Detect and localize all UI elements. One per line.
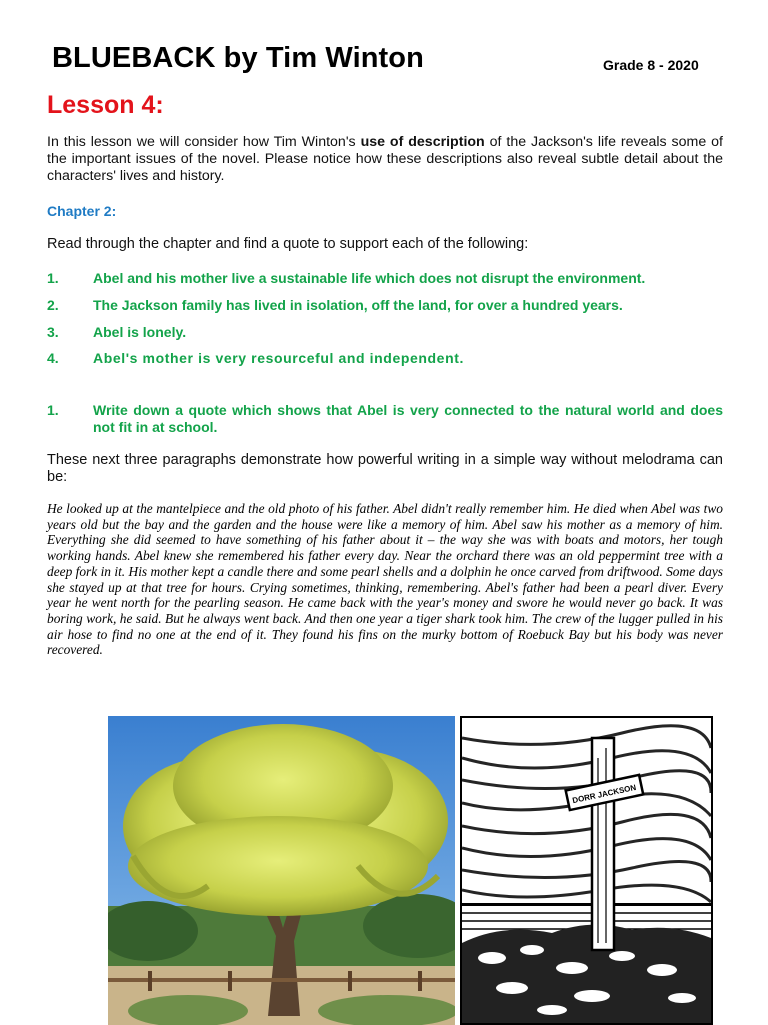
paragraph-intro: These next three paragraphs demonstrate how powerful writing in a simple way without melodrama can be: <box>47 452 723 485</box>
intro-text-end: of the Jackson's life reveals some of the important issues of the novel. Please notice how these descriptions also reveal subtle detail about the characters' lives and history. <box>47 134 723 184</box>
grade-label: Grade 8 - 2020 <box>603 57 699 73</box>
peppermint-tree-photo <box>108 716 455 1025</box>
grave-cross-illustration <box>460 716 713 1025</box>
statement-text: Abel and his mother live a sustainable life which does not disrupt the environment. <box>93 270 646 286</box>
statement-text: The Jackson family has lived in isolation, off the land, for over a hundred years. <box>93 297 623 313</box>
task-number: 1. <box>47 402 59 418</box>
intro-paragraph <box>47 134 723 185</box>
statement-text: Abel is lonely. <box>93 324 187 340</box>
statement-text: Abel's mother is very resourceful and independent. <box>93 350 464 366</box>
statement-number: 4. <box>47 350 59 366</box>
statement-number: 1. <box>47 270 59 286</box>
task-text: Write down a quote which shows that Abel is very connected to the natural world and does not fit in at school. <box>93 402 723 435</box>
intro-bold-phrase: use of description <box>360 134 485 150</box>
cross-drawing <box>462 718 711 1023</box>
cross-inscription: DORR JACKSON <box>571 782 637 806</box>
statement-number: 3. <box>47 324 59 340</box>
intro-text-start: In this lesson we will consider how Tim Winton's <box>47 134 361 150</box>
chapter-heading: Chapter 2: <box>47 203 117 219</box>
tree-illustration <box>108 716 455 1025</box>
document-title: BLUEBACK by Tim Winton <box>52 42 424 74</box>
chapter-instruction: Read through the chapter and find a quote to support each of the following: <box>47 236 529 252</box>
lesson-heading: Lesson 4: <box>47 91 164 119</box>
novel-excerpt: He looked up at the mantelpiece and the old photo of his father. Abel didn't really remember him. He died when Abel was two years old but the bay and the garden and the house were like a memory of him. Abel saw his mother as a memory of him. Everything she did seemed to have something of his father about it – the way she was with boats and motors, her tough working hands. Abel knew she remembered his father every day. Near the orchard there was an old peppermint tree with a deep fork in it. His mother kept a candle there and some pearl shells and a dolphin he once carved from driftwood. Some days she stayed up at that tree for hours. Crying sometimes, thinking, remembering. Abel's father had been a pearl diver. Every year he went north for the pearling season. He came back with the year's money and swore he would never go back. It was boring work, he said. But he always went back. And then one year a tiger shark took him. The crew of the lugger pulled in his air hose to find no one at the end of it. They found his fins on the murky bottom of Roebuck Bay but his body was never recovered. <box>47 501 723 658</box>
statement-number: 2. <box>47 297 59 313</box>
